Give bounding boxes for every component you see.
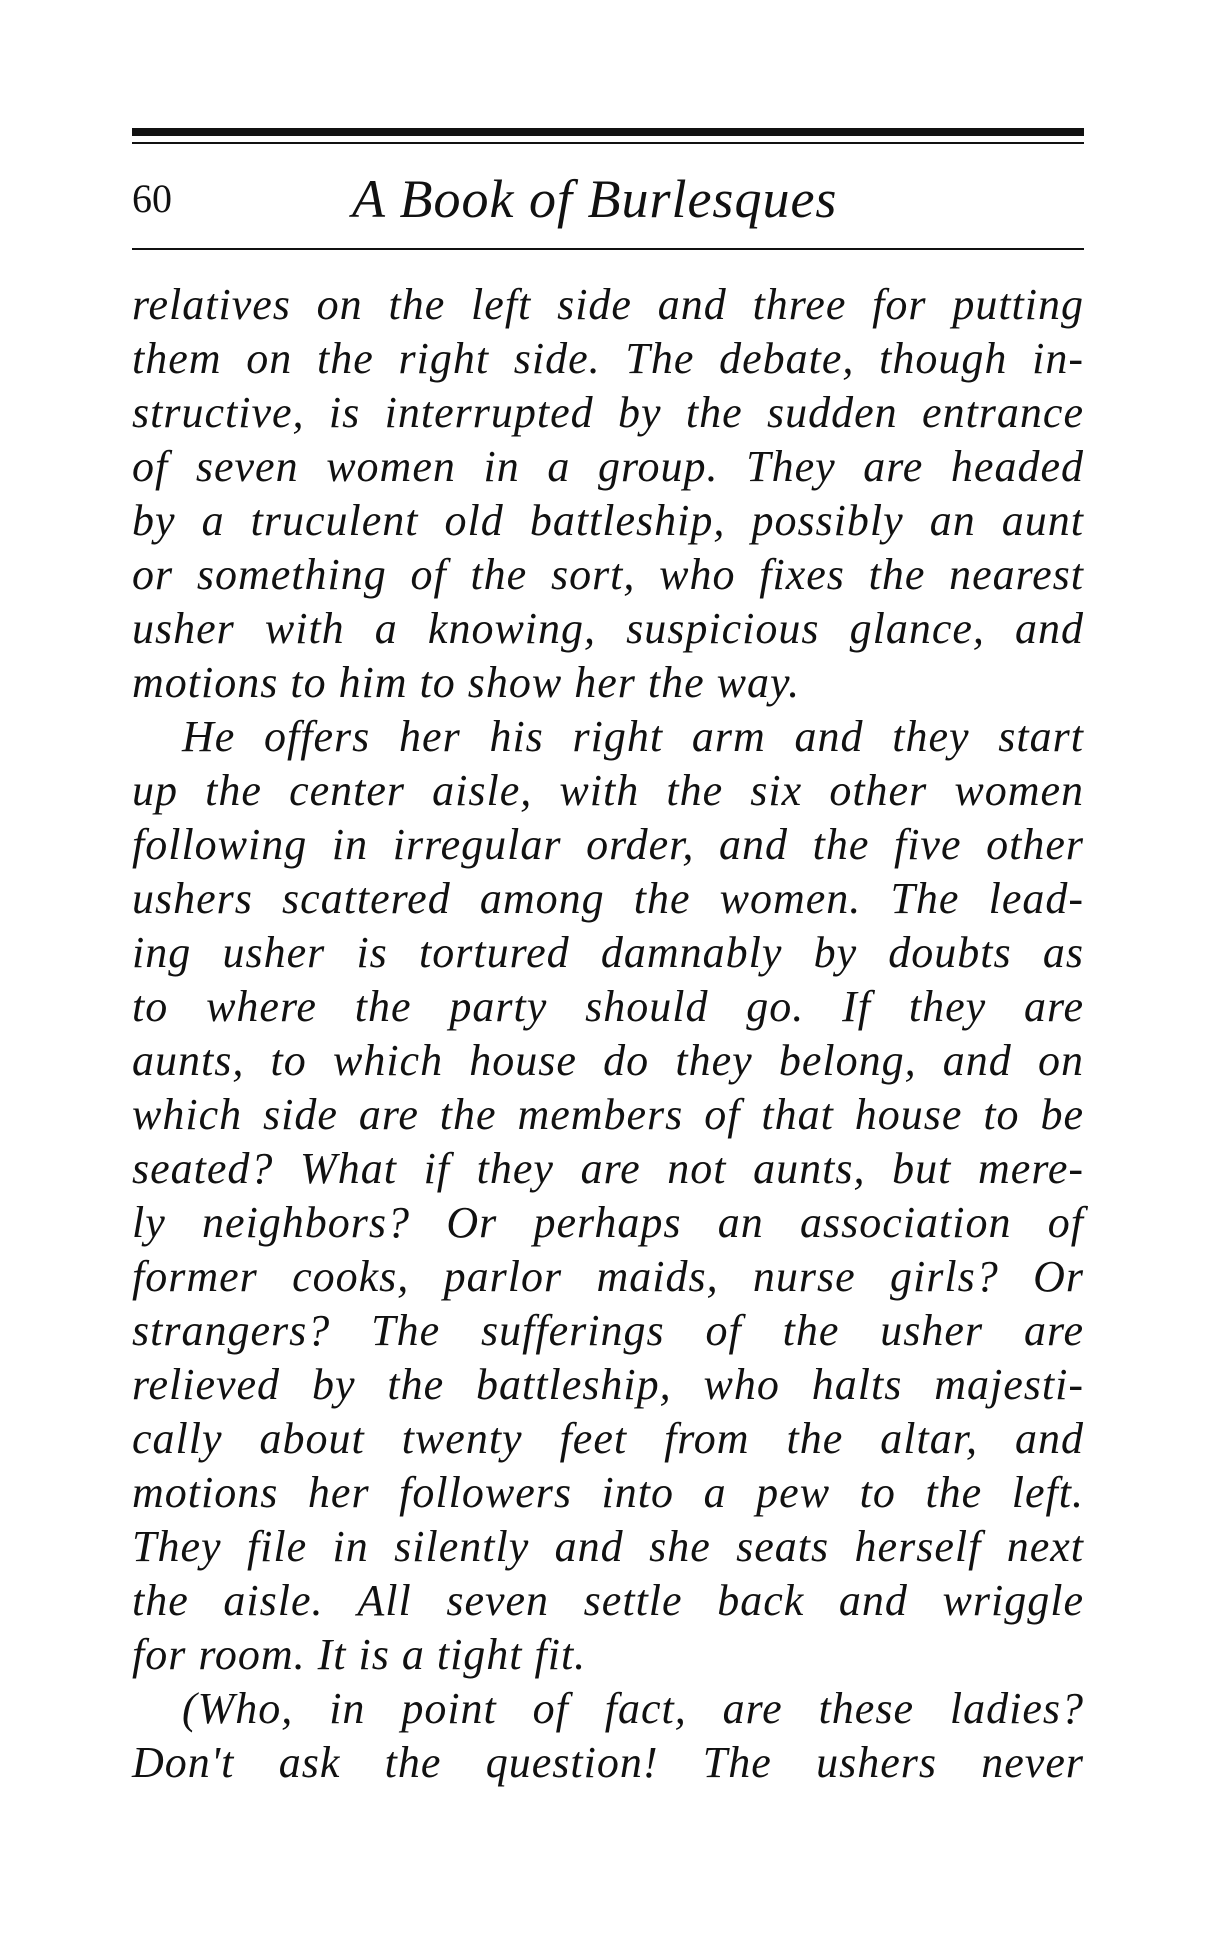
header-underline-rule [132, 248, 1084, 250]
text-line: (Who, in point of fact, are these ladies? [182, 1684, 1084, 1733]
text-line: following in irregular order, and the five other [132, 820, 1084, 869]
text-line: former cooks, parlor maids, nurse girls? Or [132, 1252, 1084, 1301]
text-line: the aisle. All seven settle back and wriggle [132, 1576, 1084, 1625]
text-line: usher with a knowing, suspicious glance, and [132, 604, 1084, 653]
page-number: 60 [132, 176, 172, 221]
running-title: A Book of Burlesques [352, 169, 838, 229]
text-line: structive, is interrupted by the sudden entrance [132, 388, 1084, 437]
text-line: He offers her his right arm and they start [182, 712, 1084, 761]
header-rule-thick [132, 128, 1084, 136]
text-line: aunts, to which house do they belong, and on [132, 1036, 1084, 1085]
text-line: motions her followers into a pew to the left. [132, 1468, 1084, 1517]
text-line: of seven women in a group. They are headed [132, 442, 1084, 491]
text-line: or something of the sort, who fixes the nearest [132, 550, 1084, 599]
text-line: cally about twenty feet from the altar, and [132, 1414, 1084, 1463]
page-header [132, 168, 1084, 238]
text-line: relatives on the left side and three for putting [132, 280, 1084, 329]
text-line: motions to him to show her the way. [132, 658, 801, 707]
text-line: strangers? The sufferings of the usher are [132, 1306, 1084, 1355]
text-line: which side are the members of that house to be [132, 1090, 1084, 1139]
text-line: for room. It is a tight fit. [132, 1630, 587, 1679]
header-rule-thin [132, 142, 1084, 144]
text-line: them on the right side. The debate, though in- [132, 334, 1084, 383]
text-line: ushers scattered among the women. The lead- [132, 874, 1084, 923]
text-line: by a truculent old battleship, possibly an aunt [132, 496, 1084, 545]
text-line: ing usher is tortured damnably by doubts as [132, 928, 1084, 977]
text-line: to where the party should go. If they are [132, 982, 1084, 1031]
text-line: Don't ask the question! The ushers never [132, 1738, 1084, 1787]
body-text [132, 278, 1084, 1790]
text-line: relieved by the battleship, who halts majesti- [132, 1360, 1084, 1409]
text-line: up the center aisle, with the six other women [132, 766, 1084, 815]
text-line: ly neighbors? Or perhaps an association of [132, 1198, 1084, 1247]
text-line: They file in silently and she seats herself next [132, 1522, 1084, 1571]
text-line: seated? What if they are not aunts, but mere- [132, 1144, 1084, 1193]
